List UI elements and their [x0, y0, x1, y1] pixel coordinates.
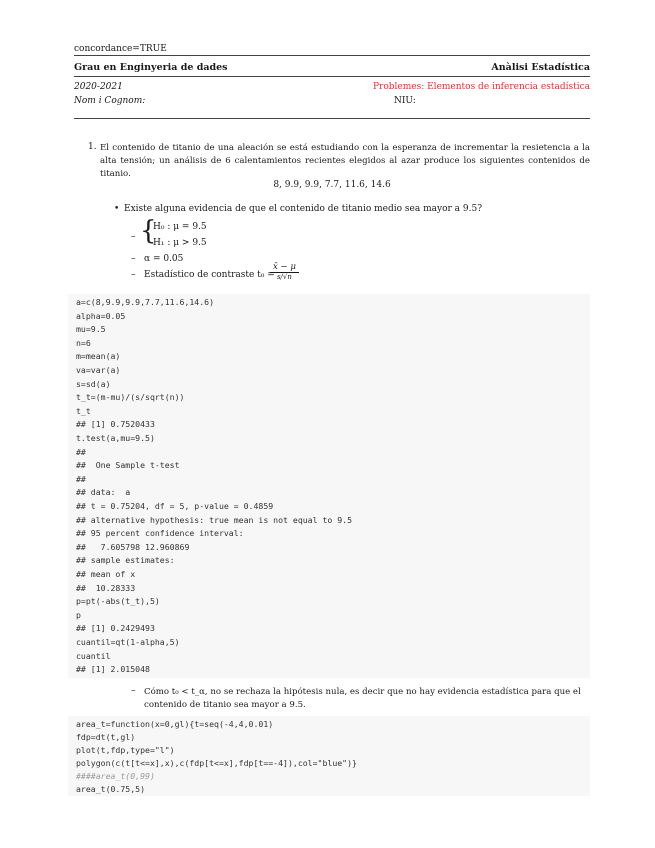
code-line: alpha=0.05 — [76, 310, 126, 321]
code-line: ## sample estimates: — [76, 555, 175, 566]
brace-icon: { — [140, 216, 157, 246]
code-line: cuantil=qt(1-alpha,5) — [76, 637, 180, 647]
dash-icon: – — [131, 270, 136, 280]
code-line: mu=9.5 — [76, 324, 106, 335]
code-line: area_t=function(x=0,gl){t=seq(-4,4,0.01) — [76, 719, 274, 729]
dash-icon: – — [131, 686, 136, 696]
name-label: Nom i Cognom: — [74, 96, 146, 106]
code-line: n=6 — [76, 337, 91, 348]
sample-data: 8, 9.9, 9.9, 7.7, 11.6, 14.6 — [273, 180, 391, 190]
code-line: ## — [76, 473, 86, 484]
subject-title: Anàlisi Estadística — [491, 62, 590, 73]
code-line: ## — [76, 446, 86, 457]
dash-icon: – — [131, 232, 136, 242]
niu-label: NIU: — [394, 96, 416, 106]
code-line: va=var(a) — [76, 365, 121, 375]
concordance-line: concordance=TRUE — [74, 44, 167, 54]
code-line: ## alternative hypothesis: true mean is not equal to 9.5 — [76, 514, 353, 525]
dash-icon: – — [131, 254, 136, 264]
academic-year: 2020-2021 — [74, 82, 123, 92]
statistic-fraction — [270, 262, 299, 281]
code-line: ## One Sample t-test — [76, 460, 180, 471]
divider — [74, 55, 590, 56]
code-line: ####area_t(0,99) — [76, 771, 155, 781]
question-text: Existe alguna evidencia de que el contenido de titanio medio sea mayor a 9.5? — [124, 204, 483, 214]
code-line: cuantil — [76, 650, 111, 661]
code-line: t_t — [76, 405, 91, 416]
code-line: a=c(8,9.9,9.9,7.7,11.6,14.6) — [76, 297, 215, 307]
alpha-value: α = 0.05 — [144, 254, 184, 264]
code-line: ## data: a — [76, 487, 131, 498]
alt-hypothesis: H₁ : μ > 9.5 — [153, 238, 207, 248]
code-line: p — [76, 609, 81, 620]
code-line: fdp=dt(t,gl) — [76, 732, 136, 742]
degree-title: Grau en Enginyeria de dades — [74, 62, 228, 73]
code-line: t_t=(m-mu)/(s/sqrt(n)) — [76, 392, 185, 403]
statistic-label: Estadístico de contraste t₀ = — [144, 270, 275, 280]
divider — [74, 118, 590, 119]
code-line: ## [1] 0.2429493 — [76, 623, 155, 634]
problem-number: 1. — [88, 142, 97, 152]
code-line: polygon(c(t[t<=x],x),c(fdp[t<=x],fdp[t==-4]),col="blue")} — [76, 758, 357, 768]
code-line: t.test(a,mu=9.5) — [76, 433, 155, 443]
code-line: ## [1] 0.7520433 — [76, 419, 155, 430]
code-line: p=pt(-abs(t_t),5) — [76, 596, 160, 607]
fraction-denominator: s/√n — [276, 273, 292, 281]
conclusion-text: Cómo t₀ < t_α, no se rechaza la hipótesis nula, es decir que no hay evidencia estadística para que el contenido de titanio sea mayor a 9.5. — [144, 687, 581, 710]
code-line: ## 7.605798 12.960869 — [76, 541, 190, 552]
code-line: ## 95 percent confidence interval: — [76, 528, 244, 539]
topic-title: Problemes: Elementos de inferencia estadística — [373, 82, 590, 92]
bullet-icon: • — [114, 204, 120, 214]
code-line: m=mean(a) — [76, 351, 121, 362]
code-line: plot(t,fdp,type="l") — [76, 745, 175, 755]
divider — [74, 76, 590, 77]
code-line: ## 10.28333 — [76, 582, 136, 593]
problem-statement: El contenido de titanio de una aleación se está estudiando con la esperanza de incrementar la resietencia a la alta tensión; un análisis de 6 calentamientos recientes elegidos al azar produce los siguientes contenidos de titanio. — [100, 143, 590, 179]
code-line: ## mean of x — [76, 569, 136, 579]
code-block-2 — [68, 716, 590, 796]
code-line: area_t(0.75,5) — [76, 784, 146, 794]
code-line: ## [1] 2.015048 — [76, 664, 150, 675]
null-hypothesis: H₀ : μ = 9.5 — [153, 222, 207, 232]
fraction-numerator: x̄ − μ — [270, 262, 299, 273]
code-line: ## t = 0.75204, df = 5, p-value = 0.4859 — [76, 501, 274, 511]
code-block-1 — [68, 294, 590, 678]
code-line: s=sd(a) — [76, 378, 111, 389]
